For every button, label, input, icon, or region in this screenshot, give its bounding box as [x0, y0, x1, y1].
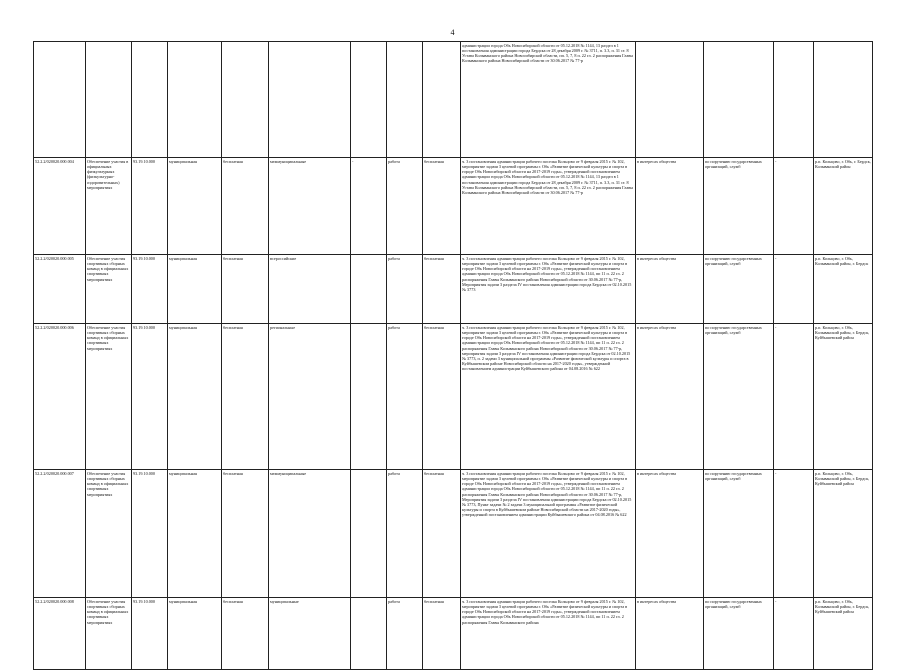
cell-dash-2: -: [774, 598, 814, 670]
table-body: [34, 42, 873, 670]
cell-dash: [351, 470, 387, 598]
registry-table: [33, 41, 873, 670]
cell-unit-type: работа: [387, 324, 423, 470]
cell-free: бесплатная: [423, 598, 461, 670]
cell-dash: [351, 598, 387, 670]
table-row: [34, 324, 873, 470]
cell-legal-basis: ч. 3 постановления администрации рабочего поселка Кольцово от 9 февраля 2015 г. № 102, мероприятие задачи 3 целевой программы г. Обь «Развитие физической культуры и спорта в городе Обь Новосибирской области на 2017-2019 годы», утвержденной постановлением администрации города Обь Новосибирской области от 05.12.2018 № 1144, пп 11 п. 22 гл. 2 распоряжения Главы Колыванского района Новосибирской области от 30.06.2017 № 77-р, Мероприятия задачи 3 раздела IV постановления администрации города Бердска от 02.10.2015 № 3773: [461, 255, 636, 324]
cell-empty: [636, 42, 704, 158]
cell-consumer: в интересах общества: [636, 255, 704, 324]
cell-organization: по поручению государственных организаций, служб: [704, 598, 774, 670]
cell-place: р.п. Кольцово, г. Обь, Колыванский район, г. Бердск, Куйбышевский район: [814, 598, 873, 670]
cell-service-name: Обеспечение участия спортивных сборных команд в официальных спортивных мероприятиях: [86, 324, 132, 470]
table-row: [34, 255, 873, 324]
cell-service-name: Обеспечение участия спортивных сборных команд в официальных спортивных мероприятиях: [86, 470, 132, 598]
cell-organization: по поручению государственных организаций, служб: [704, 470, 774, 598]
cell-organization: по поручению государственных организаций, служб: [704, 158, 774, 255]
cell-service-type: муниципальная: [168, 324, 222, 470]
cell-legal-basis: ч. 3 постановления администрации рабочего поселка Кольцово от 9 февраля 2015 г. № 102, мероприятие задачи 3 целевой программы г. Обь «Развитие физической культуры и спорта в городе Обь Новосибирской области на 2017-2019 годы», утвержденной постановлением администрации города Обь Новосибирской области от 05.12.2018 № 1144, пп 11 п. 22 гл. 2 распоряжения Главы Колыванского района Новосибирской области от 30.06.2017 № 77-р, Мероприятия задачи 3 раздела IV постановления администрации города Бердска от 02.10.2015 № 3773, Пункт задачи № 2 задачи 3 муниципальной программы «Развитие физической культуры и спорта в Куйбышевском районе Новосибирской области на 2017-2020 годы», утвержденной постановлением администрации Куйбышевского района от 04.08.2016 № 622: [461, 470, 636, 598]
cell-dash: -: [351, 158, 387, 255]
cell-okved-code: 93.19.10.000: [132, 158, 168, 255]
cell-registry-number: 52.2.2/020020.000.008: [34, 598, 86, 670]
cell-place: р.п. Кольцово, г. Обь, г. Бердск, Колыванский район: [814, 158, 873, 255]
cell-empty: [387, 42, 423, 158]
cell-service-name: Обеспечение участия в официальных физкультурных (физкультурно-оздоровительных) мероприятиях: [86, 158, 132, 255]
cell-free: бесплатная: [423, 470, 461, 598]
cell-empty: [814, 42, 873, 158]
cell-empty: [132, 42, 168, 158]
cell-payment-type: бесплатная: [222, 470, 269, 598]
cell-free: бесплатная: [423, 324, 461, 470]
cell-registry-number: 52.2.2/020020.000.006: [34, 324, 86, 470]
cell-empty: [774, 42, 814, 158]
cell-unit-type: работа: [387, 470, 423, 598]
cell-okved-code: 93.19.10.000: [132, 470, 168, 598]
cell-unit-type: работа: [387, 598, 423, 670]
cell-event-level: муниципальные: [269, 598, 351, 670]
cell-service-type: муниципальная: [168, 598, 222, 670]
cell-event-level: межмуниципальные: [269, 470, 351, 598]
cell-legal-basis: ч. 3 постановления администрации рабочего поселка Кольцово от 9 февраля 2015 г. № 102, мероприятие задачи 3 целевой программы г. Обь «Развитие физической культуры и спорта в городе Обь Новосибирской области на 2017-2019 годы», утвержденной постановлением администрации города Обь Новосибирской области от 05.12.2018 № 1144, пп 11 п. 22 гл. 2 распоряжения Главы Колыванского района Новосибирской области от 30.06.2017 № 77-р, мероприятия задачи 3 раздела IV постановления администрации города Бердска от 02.10.2015 № 3773, п. 2 задачи 3 муниципальной программы «Развитие физической культуры и спорта в Куйбышевском районе Новосибирской области на 2017-2020 годы», утвержденной постановлением администрации Куйбышевского района от 04.08.2016 № 622: [461, 324, 636, 470]
cell-event-level: региональные: [269, 324, 351, 470]
table-row: [34, 158, 873, 255]
cell-okved-code: 93.19.10.000: [132, 255, 168, 324]
cell-empty: [423, 42, 461, 158]
cell-service-type: муниципальная: [168, 470, 222, 598]
cell-free: бесплатная: [423, 158, 461, 255]
cell-legal-basis: администрации города Обь Новосибирской области от 05.12.2018 № 1144, 13 раздел в 1 постановления администрации города Бердска от 28 декабря 2009 г. № 3711, п. 3.3, п. 31 ст. 8 Устава Колыванского района Новосибирской области, пп. 5, 7, 8 п. 22 гл. 2 распоряжения Главы Колыванского района Новосибирской области от 30.06.2017 № 77-р: [461, 42, 636, 158]
cell-service-type: муниципальная: [168, 158, 222, 255]
cell-service-name: Обеспечение участия спортивных сборных команд в официальных спортивных мероприятиях: [86, 598, 132, 670]
cell-empty: [222, 42, 269, 158]
table-row: [34, 598, 873, 670]
cell-okved-code: 93.19.10.000: [132, 598, 168, 670]
cell-place: р.п. Кольцово, г. Обь, Колыванский район, г. Бердск, Куйбышевский район: [814, 470, 873, 598]
cell-payment-type: бесплатная: [222, 324, 269, 470]
cell-organization: по поручению государственных организаций, служб: [704, 255, 774, 324]
cell-empty: [351, 42, 387, 158]
cell-registry-number: 52.2.2/020020.000.005: [34, 255, 86, 324]
cell-consumer: в интересах общества: [636, 158, 704, 255]
cell-legal-basis: ч. 3 постановления администрации рабочего поселка Кольцово от 9 февраля 2015 г. № 102, мероприятие задачи 3 целевой программы г. Обь «Развитие физической культуры и спорта в городе Обь Новосибирской области на 2017-2019 годы», утвержденной постановлением администрации города Обь Новосибирской области от 05.12.2018 № 1144, пп 11 п. 22 гл. 2 распоряжения Главы Колыванского района: [461, 598, 636, 670]
cell-place: р.п. Кольцово, г. Обь, Колыванский район, г. Бердск, Куйбышевский район: [814, 324, 873, 470]
cell-place: р.п. Кольцово, г. Обь, Колыванский район, г. Бердск: [814, 255, 873, 324]
cell-consumer: в интересах общества: [636, 470, 704, 598]
cell-registry-number: 52.2.2/020020.000.007: [34, 470, 86, 598]
cell-service-type: муниципальная: [168, 255, 222, 324]
cell-empty: [168, 42, 222, 158]
cell-dash-2: -: [774, 158, 814, 255]
cell-consumer: в интересах общества: [636, 324, 704, 470]
cell-dash: [351, 324, 387, 470]
cell-registry-number: 52.2.2/020020.000.004: [34, 158, 86, 255]
cell-dash-2: -: [774, 470, 814, 598]
cell-empty: [269, 42, 351, 158]
cell-dash-2: -: [774, 255, 814, 324]
cell-unit-type: работа: [387, 158, 423, 255]
cell-dash-2: -: [774, 324, 814, 470]
cell-dash: [351, 255, 387, 324]
page-number: 4: [450, 28, 455, 37]
cell-empty: [704, 42, 774, 158]
cell-consumer: в интересах общества: [636, 598, 704, 670]
cell-event-level: всероссийские: [269, 255, 351, 324]
cell-legal-basis: ч. 3 постановления администрации рабочего поселка Кольцово от 9 февраля 2015 г. № 102, мероприятие задачи 3 целевой программы г. Обь «Развитие физической культуры и спорта в городе Обь Новосибирской области на 2017-2019 годы», утвержденной постановлением администрации города Обь Новосибирской области от 05.12.2018 № 1144, 13 раздел в 1 постановления администрации города Бердска от 28 декабря 2009 г. № 3711, п. 3.3, п. 31 ст. 8 Устава Колыванского района Новосибирской области, пп. 5, 7, 8 п. 22 гл. 2 распоряжения Главы Колыванского района Новосибирской области от 30.06.2017 № 77-р: [461, 158, 636, 255]
cell-payment-type: бесплатная: [222, 255, 269, 324]
cell-payment-type: бесплатная: [222, 598, 269, 670]
cell-free: бесплатная: [423, 255, 461, 324]
cell-unit-type: работа: [387, 255, 423, 324]
cell-event-level: межмуниципальные: [269, 158, 351, 255]
table-row: [34, 470, 873, 598]
cell-okved-code: 93.19.10.000: [132, 324, 168, 470]
table-row-continuation: [34, 42, 873, 158]
cell-payment-type: бесплатная: [222, 158, 269, 255]
cell-empty: [34, 42, 86, 158]
cell-service-name: Обеспечение участия спортивных сборных команд в официальных спортивных мероприятиях: [86, 255, 132, 324]
cell-organization: по поручению государственных организаций, служб: [704, 324, 774, 470]
cell-empty: [86, 42, 132, 158]
